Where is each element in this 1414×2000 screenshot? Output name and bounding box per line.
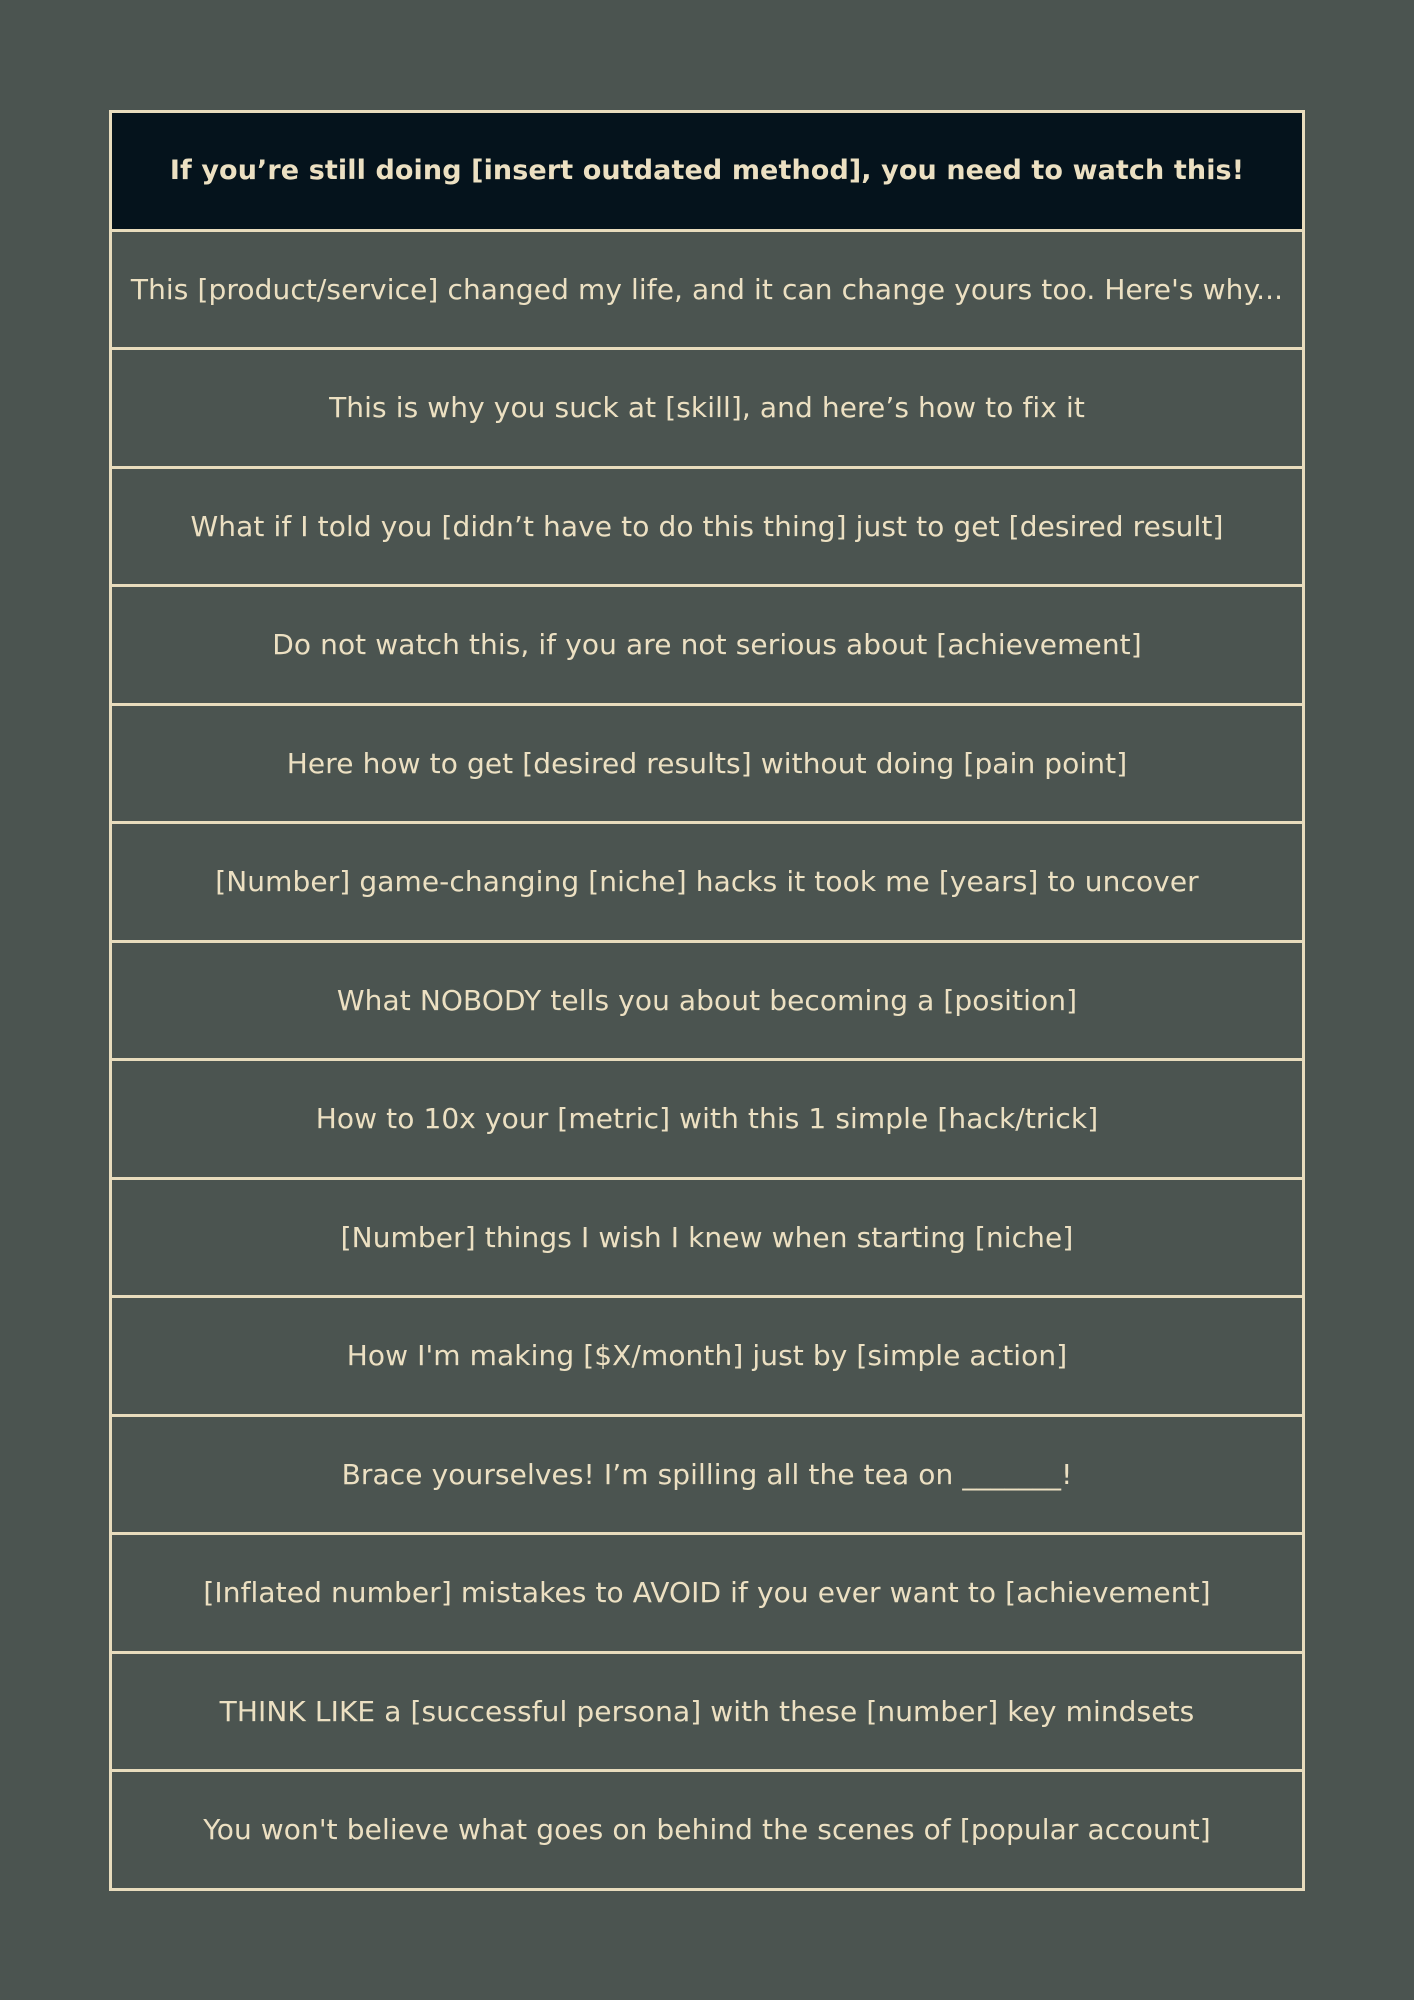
table-row: THINK LIKE a [successful persona] with these [number] key mindsets bbox=[112, 1654, 1302, 1773]
table-row: How I'm making [$X/month] just by [simple action] bbox=[112, 1298, 1302, 1417]
table-row: This is why you suck at [skill], and here’s how to fix it bbox=[112, 350, 1302, 469]
table-row: What if I told you [didn’t have to do this thing] just to get [desired result] bbox=[112, 469, 1302, 588]
table-row: How to 10x your [metric] with this 1 simple [hack/trick] bbox=[112, 1061, 1302, 1180]
table-row: Do not watch this, if you are not serious about [achievement] bbox=[112, 587, 1302, 706]
table-row: This [product/service] changed my life, and it can change yours too. Here's why... bbox=[112, 232, 1302, 351]
hooks-table bbox=[109, 110, 1305, 1891]
table-row: [Inflated number] mistakes to AVOID if you ever want to [achievement] bbox=[112, 1535, 1302, 1654]
table-row: [Number] game-changing [niche] hacks it took me [years] to uncover bbox=[112, 824, 1302, 943]
table-row: What NOBODY tells you about becoming a [position] bbox=[112, 943, 1302, 1062]
table-row: Brace yourselves! I’m spilling all the tea on _______! bbox=[112, 1417, 1302, 1536]
table-row: You won't believe what goes on behind the scenes of [popular account] bbox=[112, 1772, 1302, 1891]
table-header: If you’re still doing [insert outdated method], you need to watch this! bbox=[112, 113, 1302, 232]
table-row: [Number] things I wish I knew when starting [niche] bbox=[112, 1180, 1302, 1299]
table-row: Here how to get [desired results] without doing [pain point] bbox=[112, 706, 1302, 825]
